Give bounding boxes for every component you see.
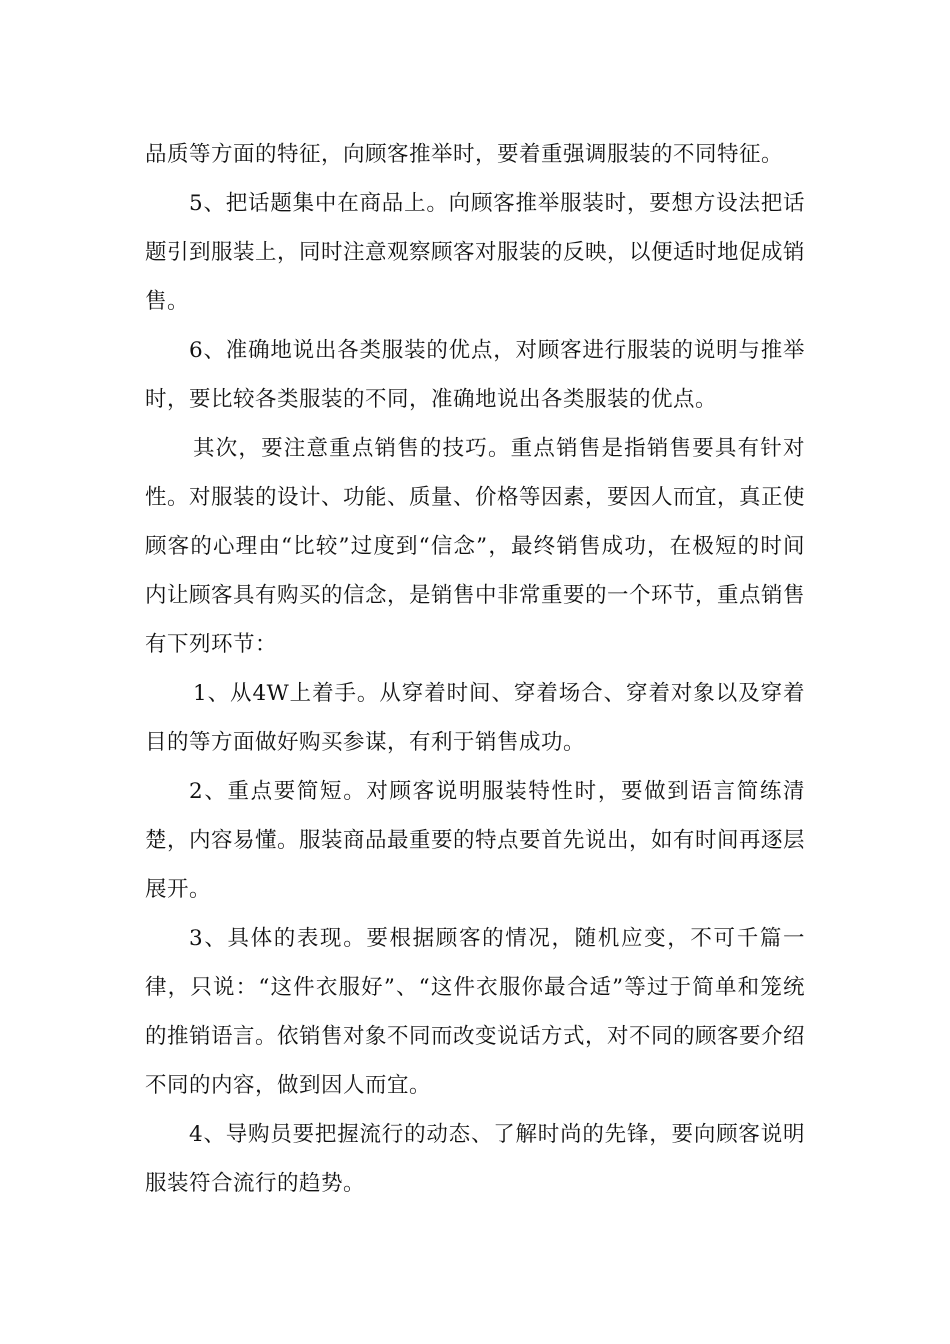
paragraph-secondly: 其次，要注意重点销售的技巧。重点销售是指销售要具有针对性。对服装的设计、功能、质量、价格等因素，要因人而宜，真正使顾客的心理由“比较”过度到“信念”，最终销售成功，在极短的时间内让顾客具有购买的信念，是销售中非常重要的一个环节，重点销售有下列环节： (145, 436, 806, 657)
paragraph-item-2: 2、重点要简短。对顾客说明服装特性时，要做到语言简练清楚，内容易懂。服装商品最重要的特点要首先说出，如有时间再逐层展开。 (145, 779, 806, 902)
document-body (145, 130, 805, 1208)
paragraph-item-5: 5、把话题集中在商品上。向顾客推举服装时，要想方设法把话题引到服装上，同时注意观察顾客对服装的反映，以便适时地促成销售。 (145, 191, 806, 314)
paragraph-item-3: 3、具体的表现。要根据顾客的情况，随机应变，不可千篇一律，只说：“这件衣服好”、“这件衣服你最合适”等过于简单和笼统的推销语言。依销售对象不同而改变说话方式，对不同的顾客要介绍不同的内容，做到因人而宜。 (145, 926, 806, 1098)
paragraph-continuation: 品质等方面的特征，向顾客推举时，要着重强调服装的不同特征。 (145, 142, 784, 167)
paragraph-item-1: 1、从4W上着手。从穿着时间、穿着场合、穿着对象以及穿着目的等方面做好购买参谋，有利于销售成功。 (145, 681, 805, 755)
paragraph-item-4: 4、导购员要把握流行的动态、了解时尚的先锋，要向顾客说明服装符合流行的趋势。 (145, 1122, 805, 1196)
paragraph-item-6: 6、准确地说出各类服装的优点，对顾客进行服装的说明与推举时，要比较各类服装的不同，准确地说出各类服装的优点。 (145, 338, 805, 412)
